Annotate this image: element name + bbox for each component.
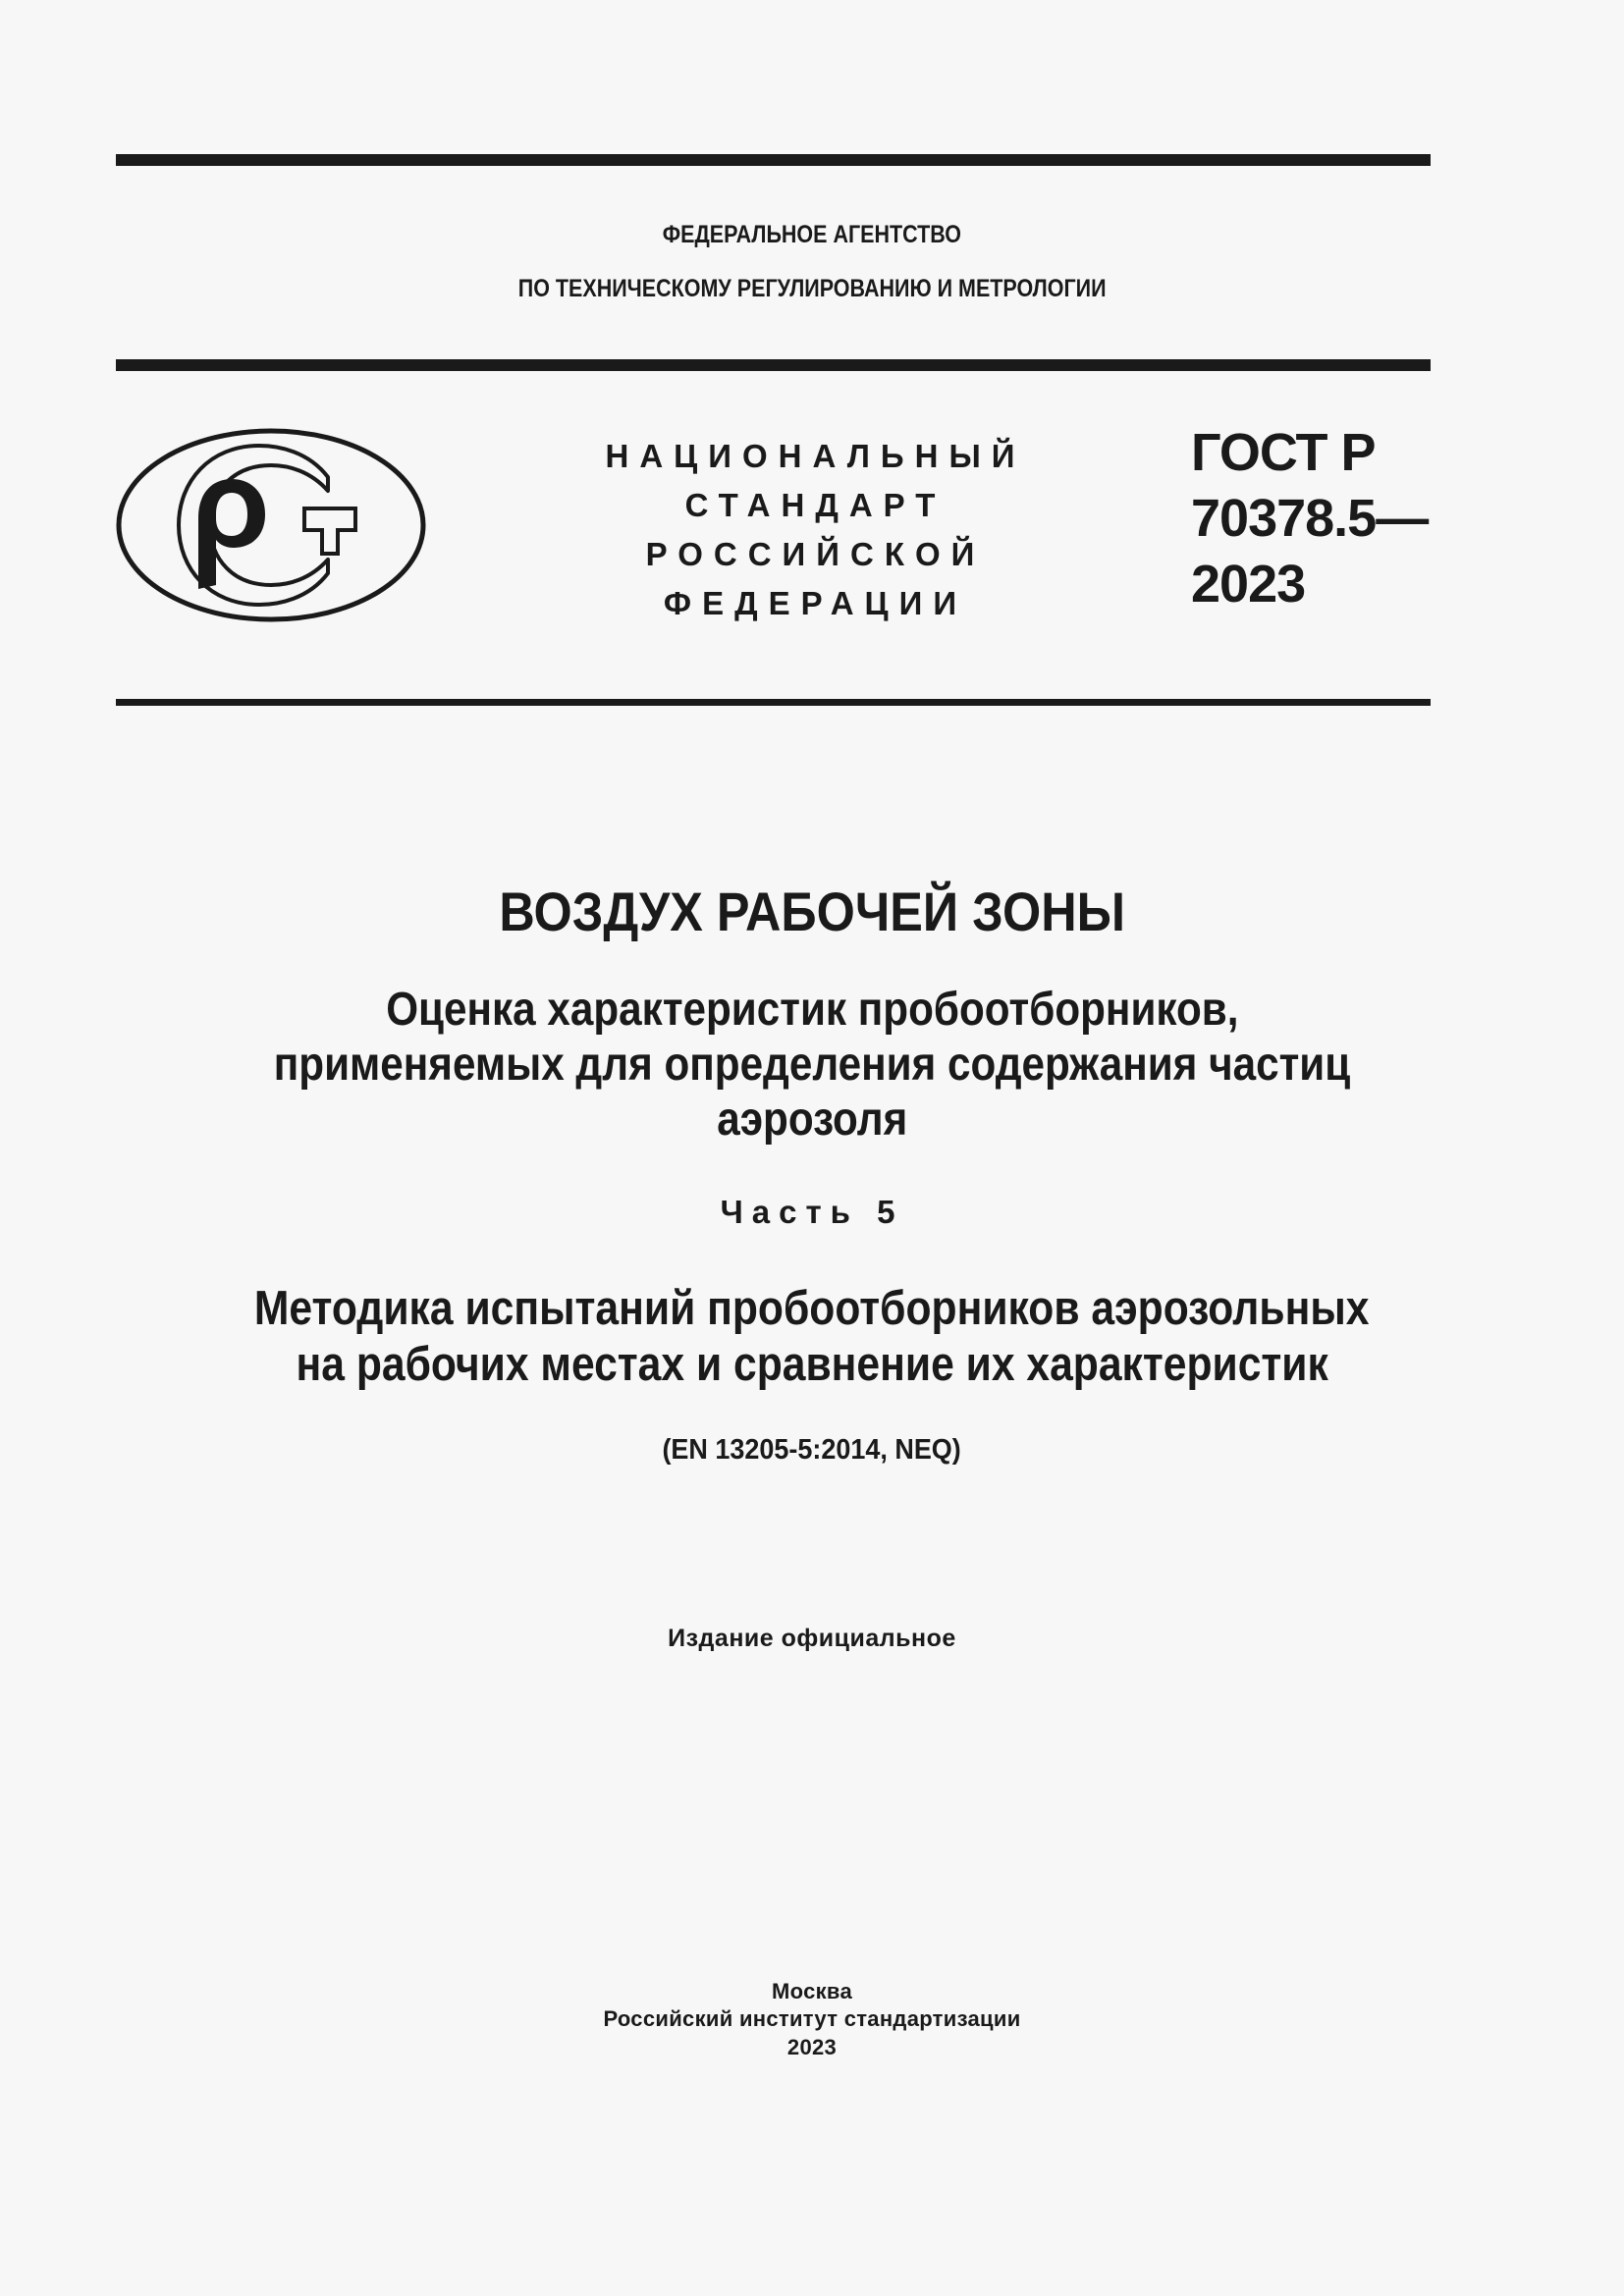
publisher-year: 2023 — [786, 2035, 838, 2059]
national-standard-line: ФЕДЕРАЦИИ — [663, 585, 968, 621]
top-rule — [116, 154, 1431, 166]
national-standard-line: СТАНДАРТ — [684, 487, 947, 523]
standard-designation — [1191, 420, 1428, 617]
header-rule — [116, 359, 1431, 371]
national-standard-label — [589, 432, 1031, 628]
document-title-text: ВОЗДУХ РАБОЧЕЙ ЗОНЫ — [499, 881, 1125, 942]
document-title — [0, 881, 1624, 942]
part-number: Часть 5 — [720, 1194, 904, 1230]
subtitle-line-text: применяемых для определения содержания частиц — [273, 1039, 1351, 1091]
international-reference-text: (EN 13205-5:2014, NEQ) — [662, 1434, 962, 1466]
international-reference — [0, 1436, 1624, 1465]
rst-certification-mark-icon — [116, 428, 426, 622]
agency-line-1 — [0, 223, 1624, 247]
national-standard-line: НАЦИОНАЛЬНЫЙ — [605, 438, 1026, 474]
designation-line: 2023 — [1191, 555, 1306, 614]
subtitle-line-text: Оценка характеристик пробоотборников, — [385, 984, 1239, 1036]
part-title-line-text: Методика испытаний пробоотборников аэрозольных — [254, 1282, 1370, 1335]
subtitle-line-text: аэрозоля — [716, 1094, 908, 1146]
part-title-line — [0, 1338, 1624, 1391]
edition-label: Издание официальное — [668, 1625, 956, 1652]
designation-line: 70378.5— — [1191, 489, 1429, 548]
agency-line-2 — [0, 277, 1624, 301]
subtitle-line — [0, 1096, 1624, 1144]
national-standard-line: РОССИЙСКОЙ — [645, 536, 986, 572]
section-rule — [116, 699, 1431, 706]
subtitle-line — [0, 984, 1624, 1036]
agency-line-1-text: ФЕДЕРАЛЬНОЕ АГЕНТСТВО — [662, 221, 962, 248]
part-title-line — [0, 1282, 1624, 1335]
designation-line: ГОСТ Р — [1191, 423, 1376, 482]
subtitle-line — [0, 1041, 1624, 1089]
publisher-institute: Российский институт стандартизации — [603, 2006, 1021, 2031]
agency-line-2-text: ПО ТЕХНИЧЕСКОМУ РЕГУЛИРОВАНИЮ И МЕТРОЛОГИИ — [517, 275, 1107, 302]
publisher-city: Москва — [772, 1979, 852, 2003]
part-title-line-text: на рабочих местах и сравнение их характеристик — [296, 1338, 1328, 1391]
